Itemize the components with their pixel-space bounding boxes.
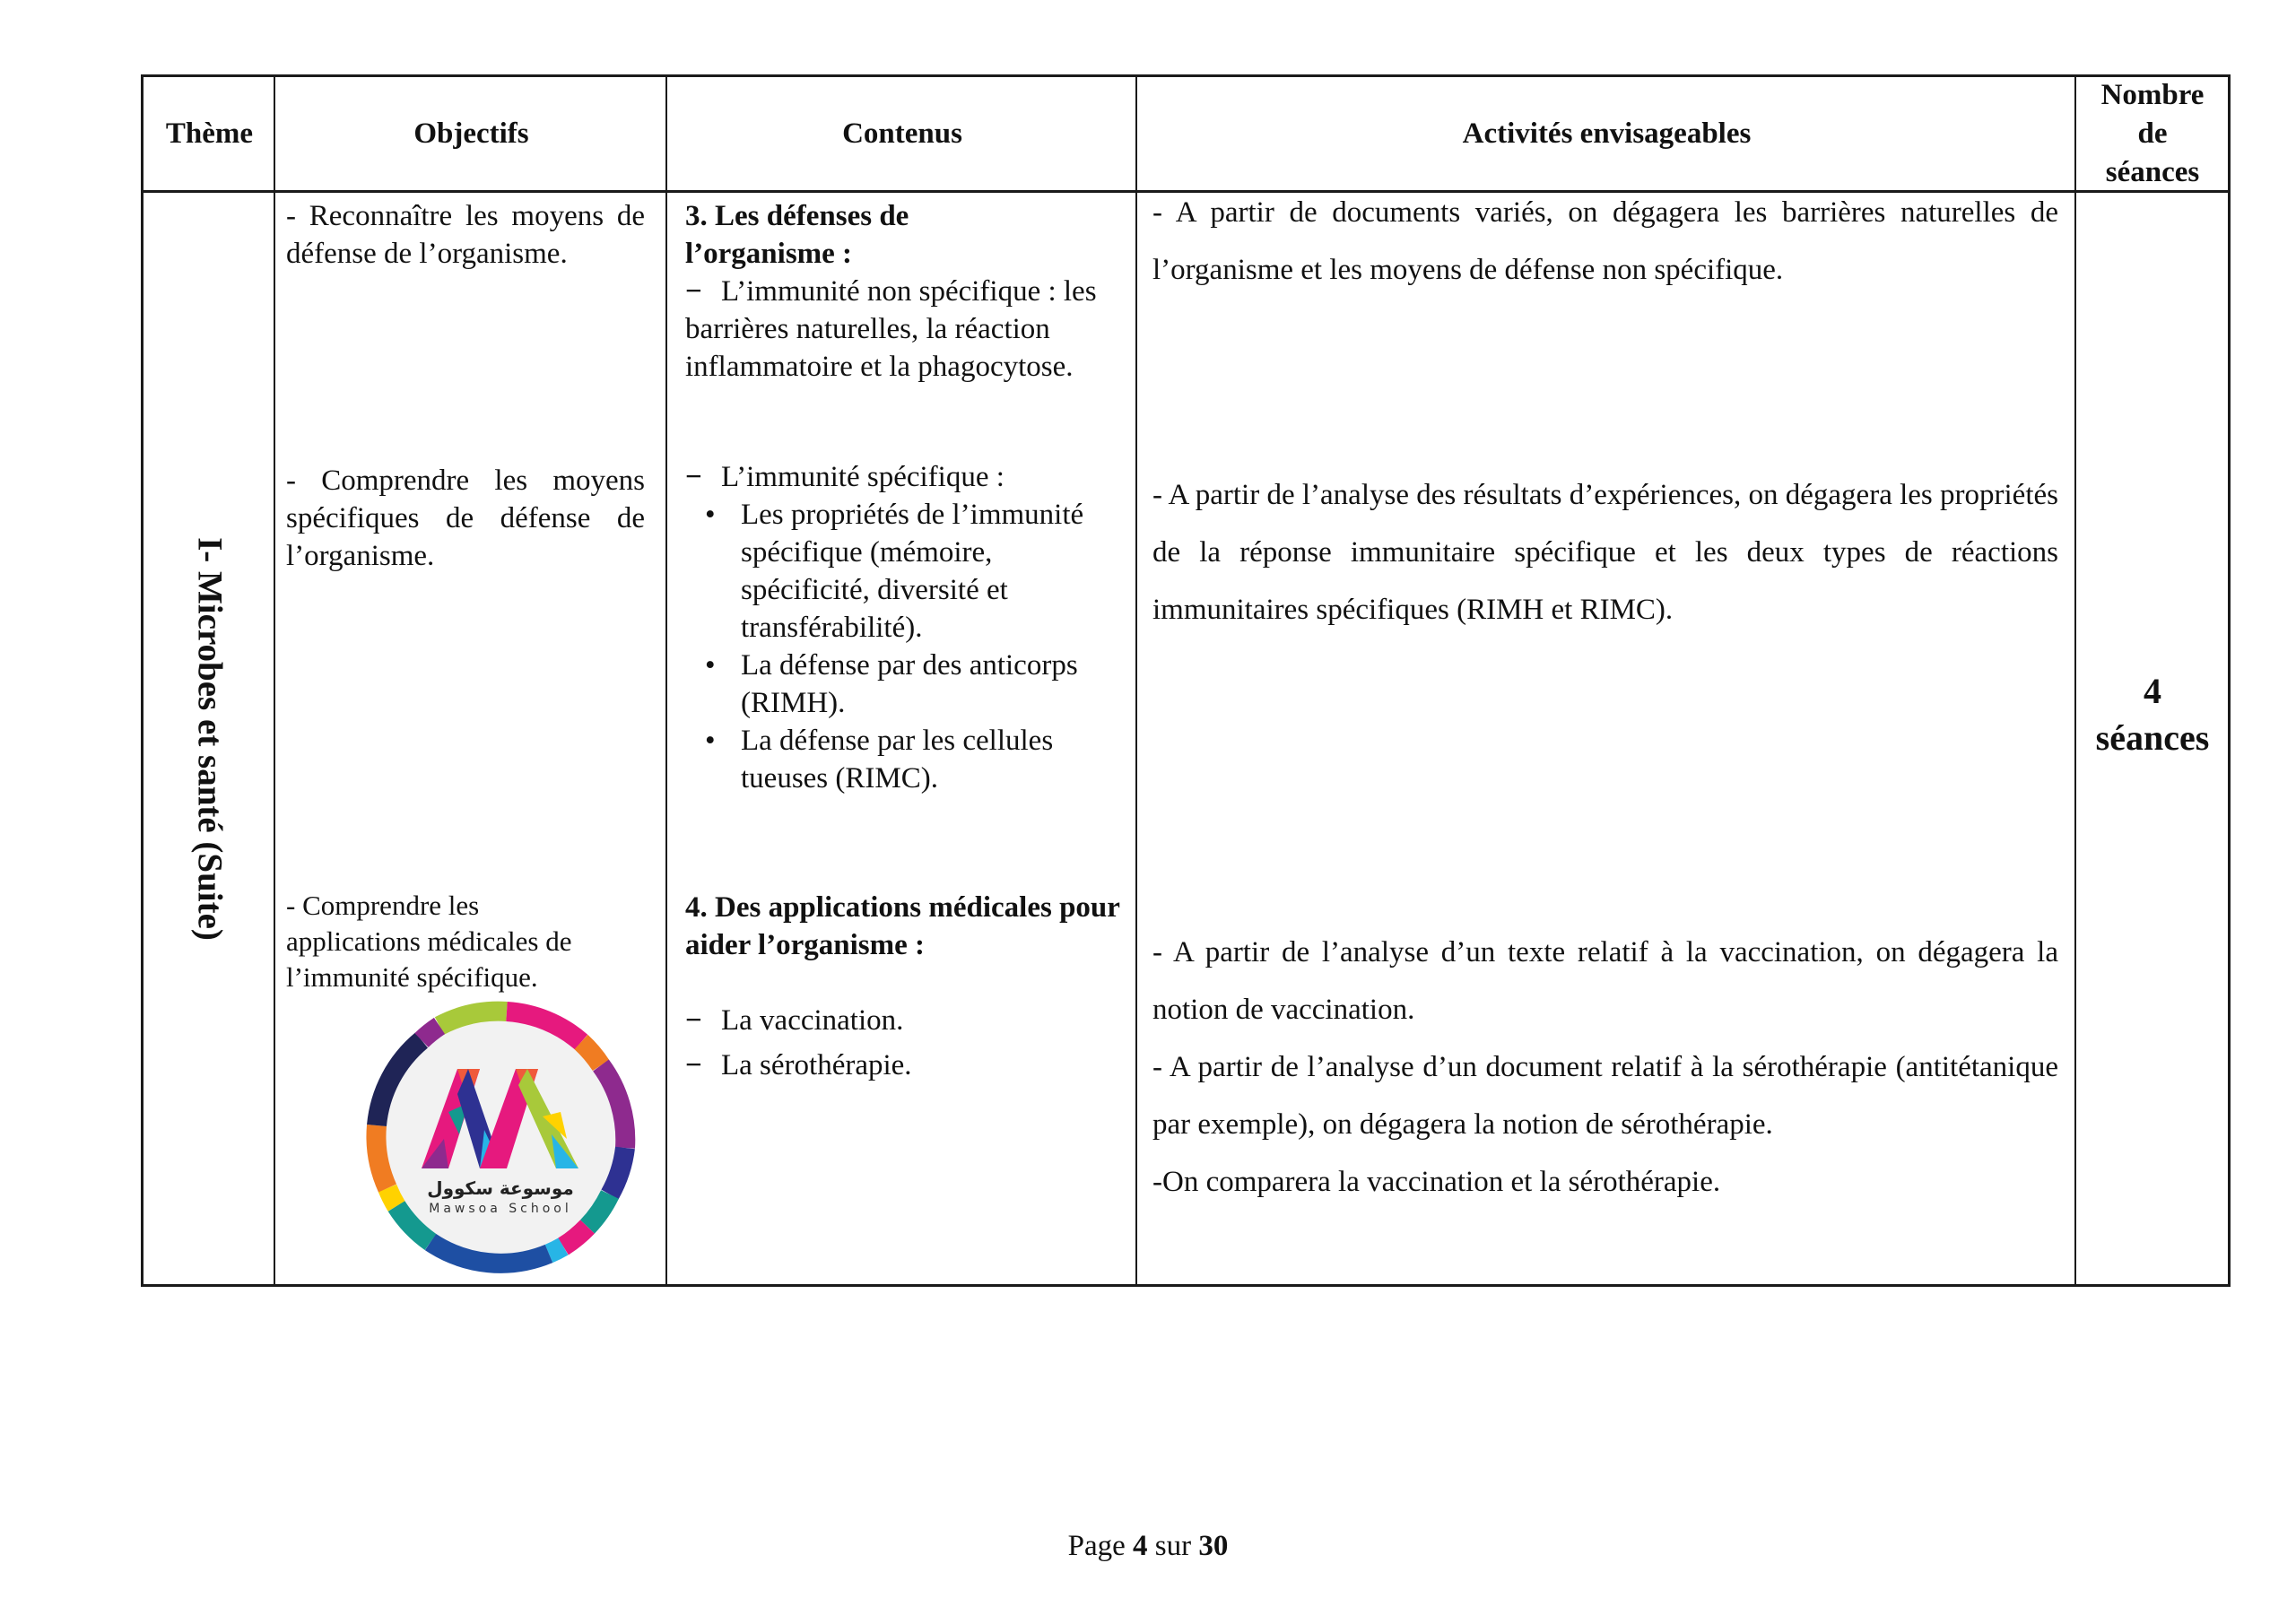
header-objectifs: Objectifs bbox=[413, 117, 529, 150]
header-activites: Activités envisageables bbox=[1462, 117, 1752, 150]
header-nombre-seances bbox=[2076, 77, 2229, 190]
seances-unit: séances bbox=[2095, 717, 2210, 758]
activites-cell bbox=[1137, 193, 2076, 1284]
mawsoa-school-logo bbox=[359, 995, 642, 1279]
bullet-text: La défense par les cellules tueuses (RIMC). bbox=[741, 725, 1054, 795]
theme-title: I- Microbes et santé (Suite) bbox=[190, 536, 229, 941]
activite-1: - A partir de documents variés, on dégagera les barrières naturelles de l’organisme et les moyens de défense non spécifique. bbox=[1152, 196, 2058, 286]
bullet-text: Les propriétés de l’immunité spécifique (mémoire, spécificité, diversité et transférabilité). bbox=[741, 499, 1084, 644]
item-serotherapie bbox=[685, 1043, 1125, 1088]
dash-icon: − bbox=[685, 1004, 702, 1037]
contenus-section-3 bbox=[685, 197, 1125, 386]
bullet-text: La défense par des anticorps (RIMH). bbox=[741, 649, 1078, 719]
non-specific-immunity-text: L’immunité non spécifique : les barrières naturelles, la réaction inflammatoire et la phagocytose. bbox=[685, 275, 1097, 383]
bullet-item bbox=[703, 647, 1125, 722]
specific-immunity-heading bbox=[685, 458, 1125, 496]
contenus-specific-immunity bbox=[685, 458, 1125, 797]
seances-value: 4 bbox=[2144, 671, 2161, 711]
item-text: La vaccination. bbox=[721, 1004, 904, 1037]
logo-latin-text: Mawsoa School bbox=[429, 1202, 572, 1216]
objectif-1: - Reconnaître les moyens de défense de l’organisme. bbox=[286, 200, 645, 270]
bullet-icon: • bbox=[705, 725, 716, 757]
specific-immunity-label: L’immunité spécifique : bbox=[721, 461, 1004, 493]
dash-icon: − bbox=[685, 1049, 702, 1081]
theme-cell bbox=[144, 193, 275, 1284]
item-vaccination bbox=[685, 998, 1125, 1043]
page-total: 30 bbox=[1198, 1530, 1229, 1562]
bullet-icon: • bbox=[705, 499, 716, 531]
section-4-items bbox=[685, 998, 1125, 1088]
page-middle: sur bbox=[1147, 1530, 1199, 1562]
activite-3: - A partir de l’analyse d’un texte relatif à la vaccination, on dégagera la notion de vaccination. bbox=[1152, 936, 2058, 1026]
non-specific-immunity bbox=[685, 273, 1125, 386]
page-current: 4 bbox=[1133, 1530, 1148, 1562]
item-text: La sérothérapie. bbox=[721, 1049, 912, 1081]
section-4-title: 4. Des applications médicales pour aider l’organisme : bbox=[685, 891, 1120, 961]
bullet-item bbox=[703, 496, 1125, 647]
logo-ring-icon bbox=[359, 995, 642, 1279]
page-number bbox=[0, 1530, 2296, 1563]
header-nombre-line1: Nombre bbox=[2100, 78, 2205, 111]
dash-icon: − bbox=[685, 461, 702, 493]
page-prefix: Page bbox=[1067, 1530, 1134, 1562]
bullet-item bbox=[703, 722, 1125, 797]
dash-icon: − bbox=[685, 275, 702, 308]
section-3-title: 3. Les défenses de l’organisme : bbox=[685, 200, 909, 270]
bullet-icon: • bbox=[705, 649, 716, 682]
header-nombre-line3: séances bbox=[2105, 155, 2200, 188]
activite-2: - A partir de l’analyse des résultats d’expériences, on dégagera les propriétés de la réponse immunitaire spécifique et les deux types de réactions immunitaires spécifiques (RIMH et RIMC). bbox=[1152, 479, 2058, 626]
objectif-3: - Comprendre les applications médicales de l’immunité spécifique. bbox=[286, 890, 572, 993]
header-contenus: Contenus bbox=[842, 117, 962, 150]
activite-4: - A partir de l’analyse d’un document relatif à la sérothérapie (antitétanique par exemple), on dégagera la notion de sérothérapie. bbox=[1152, 1051, 2058, 1141]
activite-5: -On comparera la vaccination et la sérothérapie. bbox=[1152, 1166, 1721, 1198]
header-nombre-line2: de bbox=[2137, 117, 2168, 150]
contenus-cell bbox=[667, 193, 1137, 1284]
logo-arabic-text: موسوعة سكوول bbox=[427, 1177, 574, 1199]
seances-count bbox=[2076, 668, 2229, 761]
objectif-2: - Comprendre les moyens spécifiques de défense de l’organisme. bbox=[286, 465, 645, 572]
table-header-row bbox=[144, 77, 2228, 193]
header-theme: Thème bbox=[165, 117, 254, 150]
nombre-seances-cell bbox=[2076, 193, 2229, 1284]
